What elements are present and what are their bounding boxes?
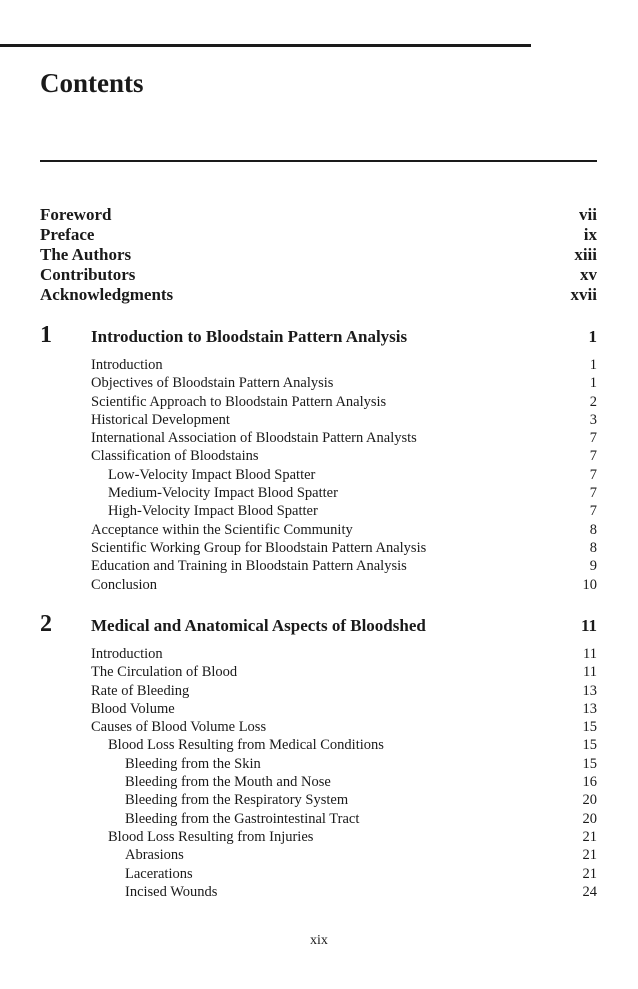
toc-entry [40,502,597,520]
toc-entry [40,374,597,392]
toc-entry-title: Education and Training in Bloodstain Pattern Analysis [91,558,407,575]
toc-entry [40,846,597,864]
toc-entry-title: Acknowledgments [40,285,174,304]
toc-entry-title: Blood Loss Resulting from Injuries [108,828,314,845]
toc-entry [40,411,597,429]
toc-entry-page: 8 [589,539,597,556]
toc-entry [40,557,597,575]
toc-entry-page: xiii [574,245,597,264]
toc-entry-title: International Association of Bloodstain Pattern Analysts [91,430,417,447]
toc-entry [40,447,597,465]
toc-entry-title: Blood Volume [91,700,175,717]
toc-entry [40,718,597,736]
toc-entry [40,755,597,773]
toc-entry-title: Rate of Bleeding [91,682,190,699]
toc-entry [40,393,597,411]
page-number: xix [310,933,328,948]
toc-entry-title: Low-Velocity Impact Blood Spatter [108,466,316,483]
toc-entry [40,828,597,846]
toc-entry-title: Objectives of Bloodstain Pattern Analysis [91,375,334,392]
toc-entry-title: Foreword [40,205,112,224]
toc-entry-page: 7 [589,503,597,520]
toc-front-entry [40,285,597,305]
toc-entry-title: Classification of Bloodstains [91,448,259,465]
toc-entry-page: 7 [589,430,597,447]
toc-front-entry [40,225,597,245]
toc-entry-title: Causes of Blood Volume Loss [91,719,267,736]
toc-entry [40,466,597,484]
toc-entry [40,736,597,754]
toc-entry-page: 10 [582,576,597,593]
toc-entry [40,521,597,539]
toc-entry-page: 15 [582,737,597,754]
chapter-1-section [40,322,597,594]
chapter-page: 1 [588,327,597,346]
chapter-page: 11 [580,616,597,635]
chapter-title: Introduction to Bloodstain Pattern Analysis [91,327,408,346]
toc-entry-title: Bleeding from the Respiratory System [125,792,349,809]
toc-entry [40,810,597,828]
chapter-number: 2 [40,611,52,637]
toc-entry [40,865,597,883]
toc-entry-title: Introduction [91,357,163,373]
chapter-number: 1 [40,322,52,348]
toc-entry-title: Historical Development [91,411,230,428]
toc-entry-page: 16 [582,774,597,791]
toc-entry-title: Introduction [91,646,163,662]
toc-entry [40,883,597,901]
chapter-2-section [40,611,597,901]
toc-entry-title: Contributors [40,265,136,284]
toc-entry [40,700,597,718]
toc-entry-title: Scientific Approach to Bloodstain Pattern Analysis [91,393,387,410]
toc-entry [40,484,597,502]
toc-entry [40,663,597,681]
toc-entry-page: 15 [582,719,597,736]
chapter-entries [40,645,597,901]
toc-entry-title: Conclusion [91,576,158,593]
toc-entry-page: 13 [582,682,597,699]
toc-entry [40,429,597,447]
toc-entry-page: 20 [582,810,597,827]
toc-entry-page: 9 [589,558,597,575]
toc-entry-title: Bleeding from the Gastrointestinal Tract [125,810,360,827]
chapter-entries [40,356,597,594]
toc-entry-title: Incised Wounds [125,883,218,900]
front-matter-list [40,205,597,305]
toc-entry-title: High-Velocity Impact Blood Spatter [108,503,318,520]
toc-entry-page: 11 [583,646,597,662]
toc-entry-title: Preface [40,225,95,244]
toc-entry-page: 7 [589,485,597,502]
top-rule [0,44,531,47]
toc-entry-page: 15 [582,755,597,772]
toc-entry-page: 13 [582,700,597,717]
toc-entry [40,539,597,557]
toc-entry-page: 11 [583,664,597,681]
toc-entry-title: Bleeding from the Skin [125,755,261,772]
toc-entry [40,356,597,374]
toc-entry-title: Abrasions [125,847,184,864]
chapter-heading [40,611,597,639]
toc-entry-title: The Authors [40,245,132,264]
toc-entry-page: 21 [582,865,597,882]
toc-entry-page: xv [580,265,597,284]
toc-entry-page: 2 [589,393,597,410]
chapter-heading [40,322,597,350]
toc-entry-title: Blood Loss Resulting from Medical Conditions [108,737,384,754]
toc-entry-page: 20 [582,792,597,809]
toc-entry-page: ix [583,225,597,244]
toc-entry-page: vii [579,205,597,224]
toc-entry-title: Scientific Working Group for Bloodstain Pattern Analysis [91,539,427,556]
toc-entry-title: Medium-Velocity Impact Blood Spatter [108,485,338,502]
toc-entry-page: 1 [589,357,597,373]
toc-entry [40,576,597,594]
toc-entry-title: Acceptance within the Scientific Community [91,521,353,538]
toc-front-entry [40,245,597,265]
toc-entry-page: 21 [582,847,597,864]
toc-entry [40,682,597,700]
toc-entry-page: 21 [582,828,597,845]
toc-front-entry [40,265,597,285]
chapter-title: Medical and Anatomical Aspects of Bloodshed [91,616,426,635]
toc-front-entry [40,205,597,225]
toc-entry [40,773,597,791]
toc-entry-page: 1 [589,375,597,392]
toc-entry-page: 3 [589,411,597,428]
toc-entry-page: 24 [582,883,597,900]
heading-rule [40,160,597,162]
toc-entry-page: 7 [589,466,597,483]
toc-entry-title: The Circulation of Blood [91,664,238,681]
toc-entry-title: Bleeding from the Mouth and Nose [125,774,331,791]
toc-entry-page: 7 [589,448,597,465]
toc-entry-page: xvii [570,285,597,304]
toc-entry [40,645,597,663]
toc-entry [40,791,597,809]
toc-entry-page: 8 [589,521,597,538]
toc-entry-title: Lacerations [125,865,193,882]
page-title: Contents [40,68,144,98]
